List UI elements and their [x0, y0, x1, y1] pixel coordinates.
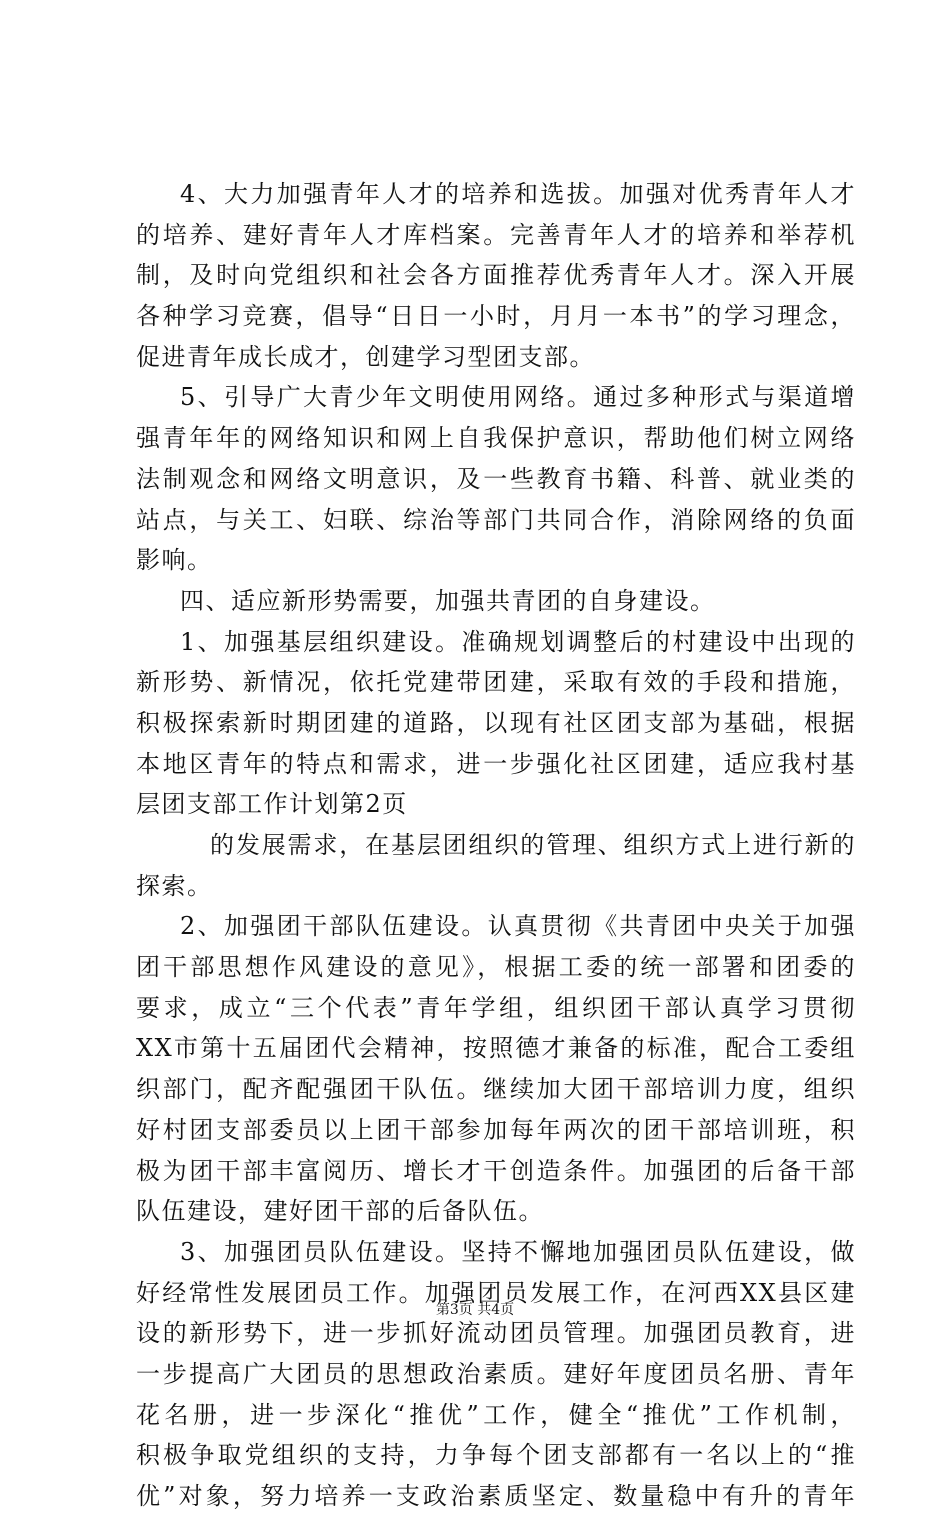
text-line: 强青年年的网络知识和网上自我保护意识，帮助他们树立网络	[136, 424, 856, 453]
text-line: 的培养、建好青年人才库档案。完善青年人才的培养和举荐机	[136, 220, 856, 249]
text-line: 各种学习竞赛，倡导“日日一小时，月月一本书”的学习理念，	[136, 302, 856, 331]
text-line: 探索。	[136, 871, 213, 900]
text-line: 站点，与关工、妇联、综治等部门共同合作，消除网络的负面	[136, 505, 856, 534]
text-line: 3、加强团员队伍建设。坚持不懈地加强团员队伍建设，做	[180, 1237, 856, 1266]
text-line: 一步提高广大团员的思想政治素质。建好年度团员名册、青年	[136, 1359, 856, 1388]
text-line: 织部门，配齐配强团干队伍。继续加大团干部培训力度，组织	[136, 1075, 856, 1104]
text-line: 好村团支部委员以上团干部参加每年两次的团干部培训班，积	[136, 1115, 856, 1144]
text-line: 新形势、新情况，依托党建带团建，采取有效的手段和措施，	[136, 668, 856, 697]
text-line: 设的新形势下，进一步抓好流动团员管理。加强团员教育，进	[136, 1319, 856, 1348]
text-line: 2、加强团干部队伍建设。认真贯彻《共青团中央关于加强	[180, 912, 856, 941]
text-line: 法制观念和网络文明意识，及一些教育书籍、科普、就业类的	[136, 464, 856, 493]
text-line: 积极探索新时期团建的道路，以现有社区团支部为基础，根据	[136, 708, 856, 737]
text-line: 好经常性发展团员工作。加强团员发展工作，在河西XX县区建	[136, 1278, 856, 1307]
text-line: 影响。	[136, 546, 213, 575]
text-line: 要求，成立“三个代表”青年学组，组织团干部认真学习贯彻	[136, 993, 856, 1022]
text-line: 4、大力加强青年人才的培养和选拔。加强对优秀青年人才	[180, 180, 856, 208]
text-line: 团干部思想作风建设的意见》，根据工委的统一部署和团委的	[136, 953, 856, 982]
text-line: 制，及时向党组织和社会各方面推荐优秀青年人才。深入开展	[136, 261, 856, 290]
page-footer: 第3页 共4页	[435, 1302, 515, 1318]
text-line: 5、引导广大青少年文明使用网络。通过多种形式与渠道增	[180, 383, 856, 412]
text-line: 四、适应新形势需要，加强共青团的自身建设。	[180, 586, 716, 615]
text-line: 积极争取党组织的支持，力争每个团支部都有一名以上的“推	[136, 1441, 856, 1470]
text-line: 的发展需求，在基层团组织的管理、组织方式上进行新的	[210, 831, 856, 859]
text-line: 层团支部工作计划第2页	[136, 790, 408, 819]
text-line: 本地区青年的特点和需求，进一步强化社区团建，适应我村基	[136, 749, 856, 778]
text-line: 花名册，进一步深化“推优”工作，健全“推优”工作机制，	[136, 1400, 856, 1429]
text-line: XX市第十五届团代会精神，按照德才兼备的标准，配合工委组	[136, 1034, 856, 1063]
text-line: 极为团干部丰富阅历、增长才干创造条件。加强团的后备干部	[136, 1156, 856, 1185]
text-line: 优”对象，努力培养一支政治素质坚定、数量稳中有升的青年	[136, 1482, 856, 1510]
text-line: 1、加强基层组织建设。准确规划调整后的村建设中出现的	[180, 627, 856, 656]
text-line: 队伍建设，建好团干部的后备队伍。	[136, 1197, 544, 1226]
text-line: 促进青年成长成才，创建学习型团支部。	[136, 342, 595, 371]
